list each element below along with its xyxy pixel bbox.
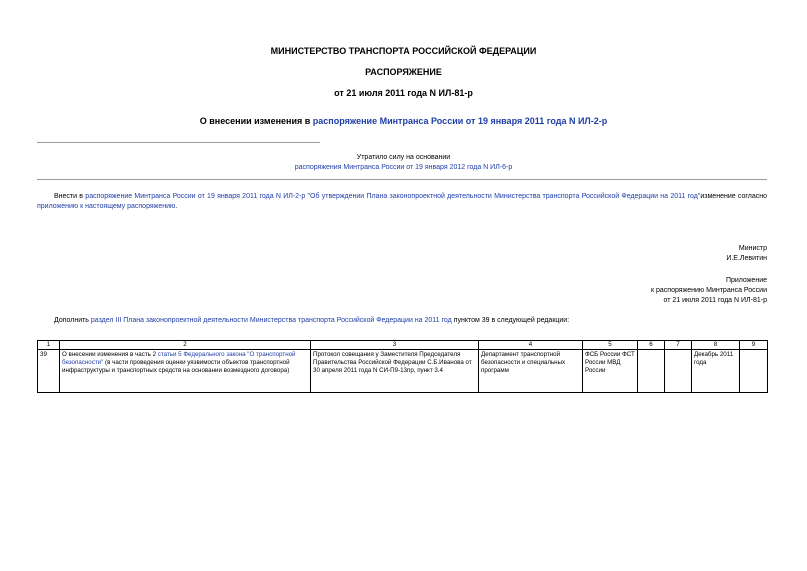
intro-prefix: Дополнить: [54, 317, 91, 324]
ministry-name: МИНИСТЕРСТВО ТРАНСПОРТА РОССИЙСКОЙ ФЕДЕРАЦИИ: [270, 46, 537, 56]
intro-paragraph: [54, 316, 767, 326]
long-divider: [37, 179, 767, 180]
table-header-row: [38, 341, 768, 350]
body-link-appendix[interactable]: приложению к настоящему распоряжению: [37, 203, 176, 210]
col-header-3: 3: [311, 341, 479, 350]
appendix-block: [651, 276, 767, 306]
document-date-number: от 21 июля 2011 года N ИЛ-81-р: [334, 88, 473, 98]
signature-block: [726, 244, 767, 264]
col-header-9: 9: [740, 341, 768, 350]
cell-coexecutors: ФСБ России ФСТ России МВД России: [583, 350, 638, 393]
table-row: [38, 350, 768, 393]
status-link-line: [0, 163, 807, 173]
appendix-line-1: Приложение: [725, 277, 767, 284]
body-text-end: .: [175, 203, 178, 210]
intro-suffix: пунктом 39 в следующей редакции:: [451, 317, 570, 324]
cell-deadline: Декабрь 2011 года: [692, 350, 740, 393]
col-header-5: 5: [583, 341, 638, 350]
col-header-6: 6: [638, 341, 665, 350]
title-prefix: О внесении изменения в: [199, 116, 313, 126]
appendix-line-3: от 21 июля 2011 года N ИЛ-81-р: [663, 297, 767, 304]
body-text-mid: изменение согласно: [700, 193, 768, 200]
document-title: [0, 116, 807, 126]
short-divider: [37, 142, 320, 143]
col-header-8: 8: [692, 341, 740, 350]
status-link[interactable]: распоряжения Минтранса России от 19 января 2012 года N ИЛ-6-р: [294, 164, 513, 171]
cell-col9: [740, 350, 768, 393]
signature-name: И.Е.Левитин: [726, 255, 767, 262]
col-header-1: 1: [38, 341, 60, 350]
cell-basis: Протокол совещания у Заместителя Председателя Правительства Российской Федерации С.Б.Иванова от 30 апреля 2011 года N СИ-П9-13пр, пункт 3.4: [311, 350, 479, 393]
col-header-7: 7: [665, 341, 692, 350]
cell-col7: [665, 350, 692, 393]
cell-name-prefix: О внесении изменения в часть 2: [62, 351, 158, 358]
document-type: РАСПОРЯЖЕНИЕ: [365, 67, 442, 77]
appendix-line-2: к распоряжению Минтранса России: [650, 287, 767, 294]
amendment-table: [37, 340, 768, 393]
cell-name-link[interactable]: статьи 5 Федерального закона "О транспортной безопасности": [62, 351, 296, 366]
title-link[interactable]: распоряжение Минтранса России от 19 января 2011 года N ИЛ-2-р: [312, 116, 608, 126]
status-note: Утратило силу на основании: [356, 154, 451, 161]
col-header-4: 4: [479, 341, 583, 350]
cell-name-suffix: (в части проведения оценки уязвимости объектов транспортной инфраструктуры и транспортных средств на основании возмездного договора): [62, 359, 290, 374]
intro-link[interactable]: раздел III Плана законопроектной деятельности Министерства транспорта Российской Федерации на 2011 год: [90, 317, 452, 324]
cell-number: 39: [38, 350, 60, 393]
cell-responsible: Департамент транспортной безопасности и специальных программ: [479, 350, 583, 393]
cell-name: [60, 350, 311, 393]
body-link-order[interactable]: распоряжение Минтранса России от 19 января 2011 года N ИЛ-2-р "Об утверждении Плана законопроектной деятельности Министерства транспорта Российской Федерации на 2011 год": [85, 193, 701, 200]
body-text-prefix: Внести в: [54, 193, 86, 200]
cell-col6: [638, 350, 665, 393]
body-paragraph: [37, 192, 767, 212]
col-header-2: 2: [60, 341, 311, 350]
signature-position: Министр: [738, 245, 767, 252]
